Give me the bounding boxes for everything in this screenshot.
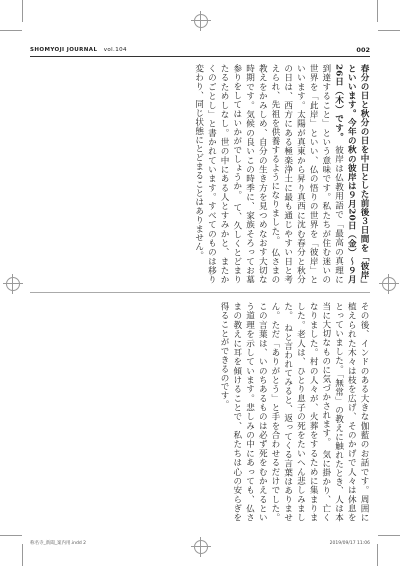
journal-volume: vol.104 bbox=[103, 47, 127, 53]
registration-mark-top bbox=[194, 14, 208, 28]
crop-mark bbox=[377, 544, 378, 566]
page-number: 002 bbox=[356, 46, 370, 54]
journal-header bbox=[30, 47, 127, 53]
crop-mark bbox=[0, 535, 22, 536]
registration-mark-left bbox=[6, 277, 20, 291]
crop-mark bbox=[378, 30, 400, 31]
crop-mark bbox=[0, 30, 22, 31]
header-divider bbox=[30, 56, 370, 57]
crop-mark bbox=[378, 535, 400, 536]
paragraph: ねと言われてみると、返ってくる言葉はありません。ただ「ありがとう」と手を合わせるだけでした。 bbox=[269, 302, 293, 522]
lower-tier bbox=[30, 298, 370, 526]
paragraph: 気に掛かり、亡くなりました。村の人々が、火葬をするために集まりました。老人は、ひとり息子の死をたいへん悲しみました。 bbox=[282, 302, 331, 522]
journal-title: SHOMYOJI JOURNAL bbox=[30, 47, 98, 53]
crop-mark bbox=[377, 0, 378, 22]
paragraph: この言葉は、いのちあるものは必ず死をむかえるという道理を示しています。悲しみの中にあっても、仏さまの教えに耳を傾けることで、私たちは心の安らぎを得ることができるのです。 bbox=[219, 302, 268, 522]
upper-text-block bbox=[44, 64, 370, 284]
paragraph: その後、インドのある大きな伽藍のお話です。周囲に植えられた木々は枝を広げ、そのかげで人々は休息をとっていました。「無常」の教えに触れたとき、人は本当に大切なものに気づかされます。 bbox=[320, 302, 369, 522]
registration-mark-right bbox=[382, 277, 396, 291]
article-body bbox=[30, 60, 370, 530]
paragraph: 仏さまの教えをかみしめ、自分の生き方を見つめなおす大切な時期です。気候の良いこの時季に、家族そろってお墓参りをしてはいかがでしょうか。 bbox=[231, 64, 280, 284]
crop-mark bbox=[22, 0, 23, 22]
lower-text-block bbox=[44, 302, 370, 522]
registration-mark-bottom bbox=[194, 540, 208, 554]
file-name: 称名寺_新聞_案内用.indd 2 bbox=[30, 541, 87, 546]
crop-mark bbox=[22, 544, 23, 566]
paragraph: 春分の日と秋分の日を中日とした前後３日間を「彼岸」といいます。今年の秋の彼岸は９月20日（金）〜９月26日（木）です。 bbox=[333, 64, 369, 284]
upper-tier bbox=[30, 60, 370, 288]
tier-divider bbox=[30, 292, 370, 293]
print-timestamp: 2019/09/17 11:06 bbox=[329, 541, 370, 546]
paragraph: て、久しくとどまりたるためしなし。世の中にある人とすみかと、またかくのごとし」と書かれています。すべてのものは移り変わり、同じ状態にとどまることはありません。 bbox=[193, 64, 242, 284]
paragraph: 彼岸は仏教用語で「最高の真理に到達すること」という意味です。私たちが住む迷いの世界を「此岸」といい、仏の悟りの世界を「彼岸」といいます。太陽が真東から昇り真西に沈む春分と秋分の日は、西方にある極楽浄土に最も通じやすい日と考えられ、先祖を供養するようになりました。 bbox=[269, 64, 344, 284]
